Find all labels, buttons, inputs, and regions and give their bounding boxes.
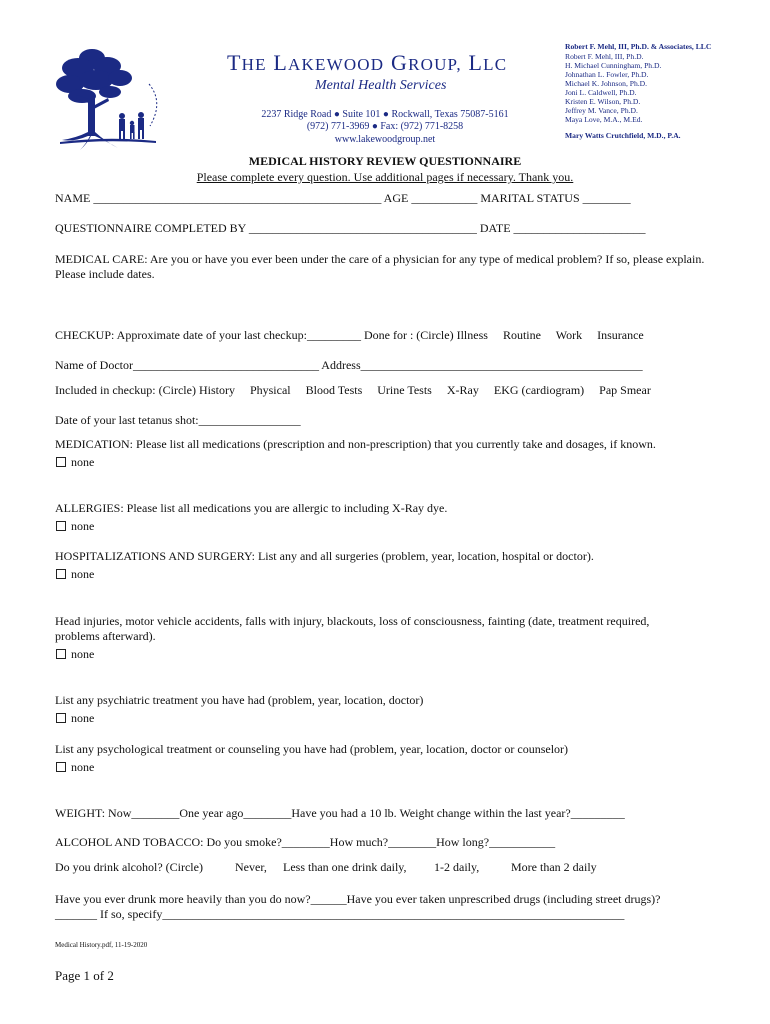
company-logo-tree-family: [52, 44, 164, 154]
none-label: none: [71, 567, 95, 581]
none-label: none: [71, 711, 95, 725]
checkup-option[interactable]: Illness: [456, 328, 488, 342]
checkbox-icon[interactable]: [56, 713, 66, 723]
company-name: THE LAKEWOOD GROUP, LLC: [227, 50, 508, 75]
checkup-option[interactable]: Routine: [502, 328, 541, 342]
included-option[interactable]: Blood Tests: [305, 383, 363, 397]
head-injuries-question: Head injuries, motor vehicle accidents, falls with injury, blackouts, loss of consciousness, fainting (date, treatment required, problems afterward).: [55, 614, 650, 643]
hospitalizations-question: HOSPITALIZATIONS AND SURGERY: List any and all surgeries (problem, year, location, hospital or doctor).: [55, 549, 594, 563]
phone-line: (972) 771-3969 ● Fax: (972) 771-8258: [306, 121, 464, 132]
none-label: none: [71, 647, 95, 661]
psychiatric-none-checkbox[interactable]: [55, 711, 94, 726]
address-line: 2237 Ridge Road ● Suite 101 ● Rockwall, Texas 75087-5161: [261, 109, 509, 120]
included-option[interactable]: Physical: [249, 383, 291, 397]
allergies-question: ALLERGIES: Please list all medications you are allergic to including X-Ray dye.: [55, 501, 448, 515]
checkbox-icon[interactable]: [56, 569, 66, 579]
file-label: Medical History.pdf, 11-19-2020: [55, 941, 148, 949]
checkbox-icon[interactable]: [56, 762, 66, 772]
psychiatric-question: List any psychiatric treatment you have had (problem, year, location, doctor): [55, 693, 424, 707]
checkup-label: CHECKUP: Approximate date of your last checkup:_________ Done for : (Circle): [55, 328, 454, 342]
alcohol-tobacco-line[interactable]: ALCOHOL AND TOBACCO: Do you smoke?________How much?________How long?___________: [55, 835, 556, 849]
drink-question-label: Do you drink alcohol? (Circle): [55, 860, 203, 874]
checkup-included-question: [55, 383, 663, 398]
drink-option[interactable]: More than 2 daily: [511, 860, 597, 874]
psychological-none-checkbox[interactable]: [55, 760, 94, 775]
none-label: none: [71, 455, 95, 469]
checkbox-icon[interactable]: [56, 649, 66, 659]
hospitalizations-none-checkbox[interactable]: [55, 567, 94, 582]
staff-member: Joni L. Caldwell, Ph.D.: [565, 88, 637, 97]
website-link[interactable]: www.lakewoodgroup.net: [334, 134, 436, 145]
psychological-question: List any psychological treatment or counseling you have had (problem, year, location, doctor or counselor): [55, 742, 569, 756]
included-label: Included in checkup: (Circle): [55, 383, 196, 397]
none-label: none: [71, 760, 95, 774]
staff-member: H. Michael Cunningham, Ph.D.: [565, 61, 662, 70]
checkbox-icon[interactable]: [56, 521, 66, 531]
form-instructions: Please complete every question. Use additional pages if necessary. Thank you.: [196, 170, 574, 184]
staff-header: Robert F. Mehl, III, Ph.D. & Associates, LLC: [565, 42, 712, 51]
included-option[interactable]: History: [198, 383, 235, 397]
tetanus-line[interactable]: Date of your last tetanus shot:_________________: [55, 413, 301, 427]
staff-member: Johnathan L. Fowler, Ph.D.: [565, 70, 649, 79]
checkup-option[interactable]: Insurance: [597, 328, 644, 342]
staff-member: Jeffrey M. Vance, Ph.D.: [565, 106, 638, 115]
company-tagline: Mental Health Services: [315, 78, 447, 93]
drink-option[interactable]: Never,: [235, 860, 267, 874]
allergies-none-checkbox[interactable]: [55, 519, 94, 534]
head-injuries-none-checkbox[interactable]: [55, 647, 94, 662]
staff-member: Maya Love, M.A., M.Ed.: [565, 115, 643, 124]
checkup-question: [55, 328, 656, 343]
staff-member: Kristen E. Wilson, Ph.D.: [565, 97, 641, 106]
checkup-option[interactable]: Work: [555, 328, 583, 342]
page-number: Page 1 of 2: [55, 968, 114, 983]
included-option[interactable]: Pap Smear: [599, 383, 651, 397]
completed-by-date-line[interactable]: QUESTIONNAIRE COMPLETED BY ______________________________________ DATE ______________________: [55, 221, 646, 235]
medication-question: MEDICATION: Please list all medications (prescription and non-prescription) that you currently take and dosages, if known.: [55, 437, 656, 451]
checkbox-icon[interactable]: [56, 457, 66, 467]
drink-option[interactable]: 1-2 daily,: [434, 860, 480, 874]
medication-none-checkbox[interactable]: [55, 455, 94, 470]
drugs-question[interactable]: Have you ever drunk more heavily than you do now?______Have you ever taken unprescribed drugs (including street drugs)?_______ If so, specify_____________________________________________________________________________: [55, 892, 661, 921]
weight-line[interactable]: WEIGHT: Now________One year ago________Have you had a 10 lb. Weight change within the last year?_________: [55, 806, 625, 820]
none-label: none: [71, 519, 95, 533]
staff-member: Robert F. Mehl, III, Ph.D.: [565, 52, 644, 61]
included-option[interactable]: X-Ray: [446, 383, 479, 397]
doctor-address-line[interactable]: Name of Doctor_______________________________ Address_______________________________________________: [55, 358, 643, 372]
included-option[interactable]: EKG (cardiogram): [493, 383, 585, 397]
form-title: MEDICAL HISTORY REVIEW QUESTIONNAIRE: [248, 154, 522, 168]
medical-care-question: MEDICAL CARE: Are you or have you ever been under the care of a physician for any type of medical problem? If so, please explain. Please include dates.: [55, 252, 705, 281]
drink-option[interactable]: Less than one drink daily,: [283, 860, 407, 874]
included-option[interactable]: Urine Tests: [377, 383, 432, 397]
name-age-marital-line[interactable]: NAME ________________________________________________ AGE ___________ MARITAL STATUS ________: [55, 191, 631, 205]
staff-psychiatrist: Mary Watts Crutchfield, M.D., P.A.: [565, 131, 681, 140]
staff-member: Michael K. Johnson, Ph.D.: [565, 79, 648, 88]
